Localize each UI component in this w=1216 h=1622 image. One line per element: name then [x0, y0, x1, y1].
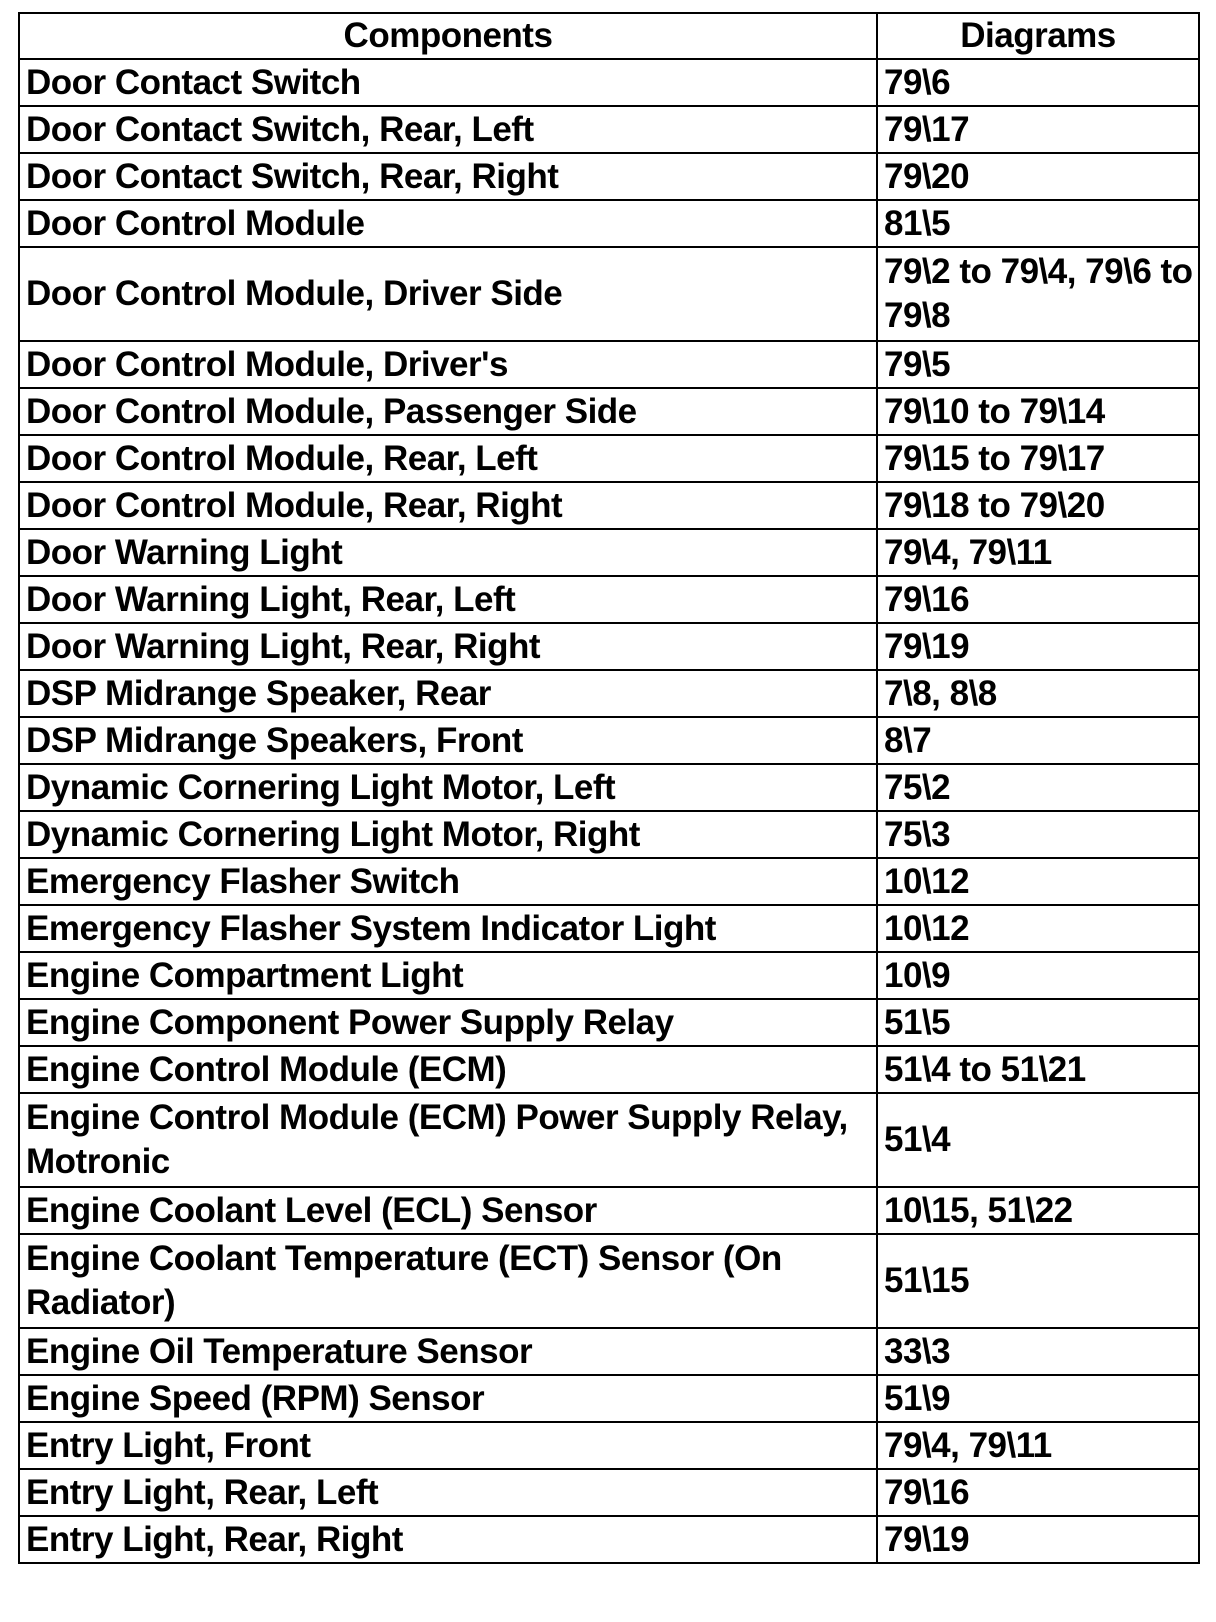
diagram-cell: 79\6 [877, 59, 1199, 106]
diagram-cell: 10\12 [877, 905, 1199, 952]
diagram-cell: 79\16 [877, 576, 1199, 623]
component-cell: Engine Compartment Light [19, 952, 877, 999]
diagram-cell: 79\4, 79\11 [877, 529, 1199, 576]
diagram-cell: 75\2 [877, 764, 1199, 811]
component-cell: Door Control Module, Driver Side [19, 247, 877, 341]
diagram-cell: 79\17 [877, 106, 1199, 153]
component-cell: Engine Component Power Supply Relay [19, 999, 877, 1046]
table-row [19, 435, 1199, 482]
component-cell: Door Contact Switch [19, 59, 877, 106]
table-row [19, 623, 1199, 670]
diagram-cell: 33\3 [877, 1328, 1199, 1375]
diagram-cell: 79\18 to 79\20 [877, 482, 1199, 529]
diagram-cell: 79\20 [877, 153, 1199, 200]
table-row [19, 670, 1199, 717]
diagram-cell: 81\5 [877, 200, 1199, 247]
diagram-cell: 51\9 [877, 1375, 1199, 1422]
component-cell: Door Warning Light [19, 529, 877, 576]
component-cell: Door Warning Light, Rear, Right [19, 623, 877, 670]
diagram-cell: 79\19 [877, 1516, 1199, 1563]
table-row [19, 341, 1199, 388]
table-row [19, 1422, 1199, 1469]
diagram-cell: 51\15 [877, 1234, 1199, 1328]
table-row [19, 1046, 1199, 1093]
table-row [19, 1469, 1199, 1516]
table-row [19, 905, 1199, 952]
diagram-cell: 51\4 to 51\21 [877, 1046, 1199, 1093]
component-cell: Door Contact Switch, Rear, Left [19, 106, 877, 153]
diagram-cell: 75\3 [877, 811, 1199, 858]
table-row [19, 59, 1199, 106]
component-cell: Engine Control Module (ECM) [19, 1046, 877, 1093]
diagram-cell: 79\4, 79\11 [877, 1422, 1199, 1469]
table-row [19, 858, 1199, 905]
component-cell: Entry Light, Front [19, 1422, 877, 1469]
table-row [19, 529, 1199, 576]
table-row [19, 1187, 1199, 1234]
component-cell: DSP Midrange Speakers, Front [19, 717, 877, 764]
diagram-cell: 51\4 [877, 1093, 1199, 1187]
table-row [19, 388, 1199, 435]
diagrams-column-header: Diagrams [877, 13, 1199, 59]
component-diagram-table [18, 12, 1200, 1564]
diagram-cell: 8\7 [877, 717, 1199, 764]
component-cell: Dynamic Cornering Light Motor, Left [19, 764, 877, 811]
table-row [19, 153, 1199, 200]
table-row [19, 717, 1199, 764]
diagram-cell: 79\16 [877, 1469, 1199, 1516]
component-cell: Door Control Module [19, 200, 877, 247]
component-cell: Emergency Flasher Switch [19, 858, 877, 905]
component-cell: Dynamic Cornering Light Motor, Right [19, 811, 877, 858]
component-cell: Entry Light, Rear, Left [19, 1469, 877, 1516]
component-cell: Door Control Module, Rear, Right [19, 482, 877, 529]
diagram-cell: 79\15 to 79\17 [877, 435, 1199, 482]
table-header-row [19, 13, 1199, 59]
table-row [19, 1234, 1199, 1328]
table-row [19, 952, 1199, 999]
component-index-page [18, 12, 1198, 1564]
component-cell: Entry Light, Rear, Right [19, 1516, 877, 1563]
diagram-cell: 51\5 [877, 999, 1199, 1046]
table-row [19, 1375, 1199, 1422]
component-cell: Door Contact Switch, Rear, Right [19, 153, 877, 200]
table-row [19, 576, 1199, 623]
component-cell: Engine Coolant Level (ECL) Sensor [19, 1187, 877, 1234]
diagram-cell: 7\8, 8\8 [877, 670, 1199, 717]
table-row [19, 1093, 1199, 1187]
diagram-cell: 79\19 [877, 623, 1199, 670]
table-row [19, 482, 1199, 529]
table-row [19, 764, 1199, 811]
diagram-cell: 79\10 to 79\14 [877, 388, 1199, 435]
table-row [19, 1516, 1199, 1563]
table-row [19, 811, 1199, 858]
table-row [19, 1328, 1199, 1375]
component-cell: Emergency Flasher System Indicator Light [19, 905, 877, 952]
diagram-cell: 10\15, 51\22 [877, 1187, 1199, 1234]
component-cell: Engine Speed (RPM) Sensor [19, 1375, 877, 1422]
components-column-header: Components [19, 13, 877, 59]
component-cell: Door Control Module, Driver's [19, 341, 877, 388]
diagram-cell: 79\2 to 79\4, 79\6 to 79\8 [877, 247, 1199, 341]
diagram-cell: 10\9 [877, 952, 1199, 999]
diagram-cell: 10\12 [877, 858, 1199, 905]
component-cell: Door Warning Light, Rear, Left [19, 576, 877, 623]
table-row [19, 247, 1199, 341]
component-cell: Engine Oil Temperature Sensor [19, 1328, 877, 1375]
table-row [19, 106, 1199, 153]
component-cell: Engine Coolant Temperature (ECT) Sensor (On Radiator) [19, 1234, 877, 1328]
table-body [19, 59, 1199, 1563]
table-row [19, 999, 1199, 1046]
diagram-cell: 79\5 [877, 341, 1199, 388]
table-row [19, 200, 1199, 247]
component-cell: Engine Control Module (ECM) Power Supply Relay, Motronic [19, 1093, 877, 1187]
component-cell: Door Control Module, Passenger Side [19, 388, 877, 435]
component-cell: DSP Midrange Speaker, Rear [19, 670, 877, 717]
component-cell: Door Control Module, Rear, Left [19, 435, 877, 482]
